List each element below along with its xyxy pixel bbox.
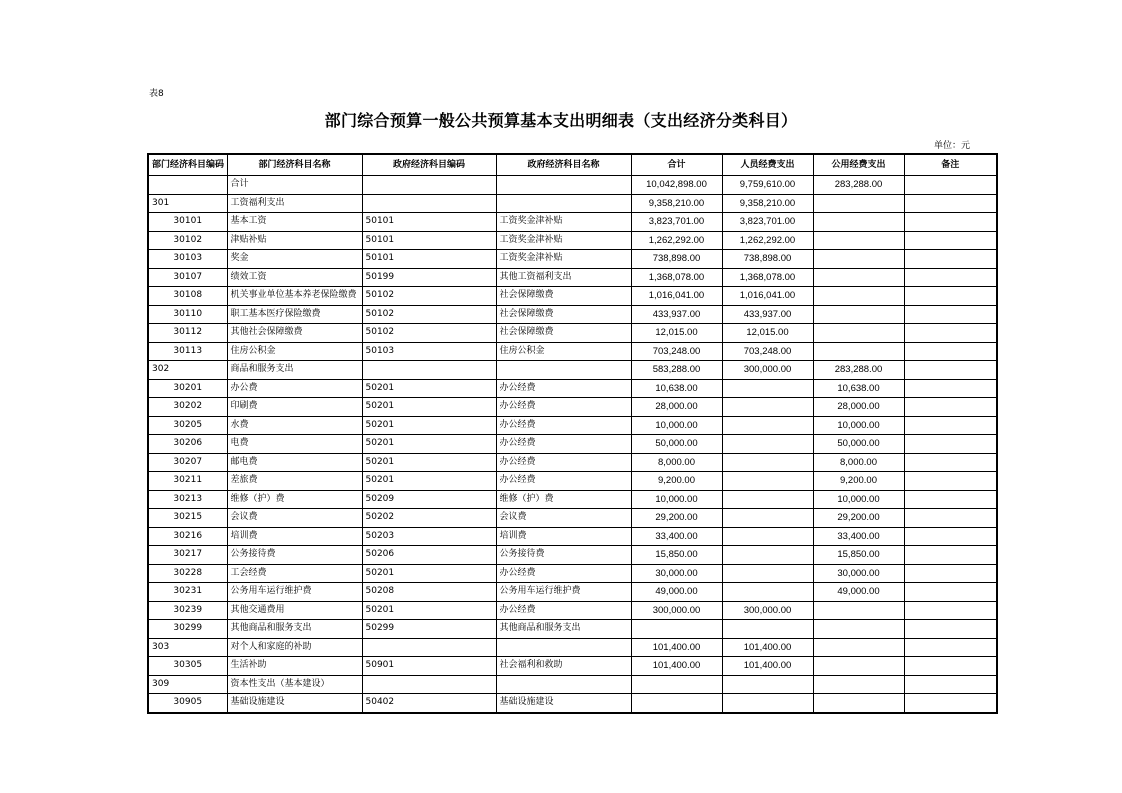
cell-gov-name: 社会保障缴费 xyxy=(496,324,631,343)
cell-note xyxy=(904,361,997,380)
cell-personnel: 9,759,610.00 xyxy=(722,176,813,195)
cell-dept-name: 水费 xyxy=(227,416,362,435)
cell-personnel: 12,015.00 xyxy=(722,324,813,343)
cell-note xyxy=(904,490,997,509)
header-dept-code: 部门经济科目编码 xyxy=(148,154,227,176)
cell-gov-name: 社会福利和救助 xyxy=(496,657,631,676)
cell-gov-code: 50201 xyxy=(362,453,496,472)
cell-dept-code: 30108 xyxy=(148,287,227,306)
cell-personnel xyxy=(722,583,813,602)
cell-public: 10,000.00 xyxy=(813,490,904,509)
cell-gov-code: 50103 xyxy=(362,342,496,361)
cell-dept-code xyxy=(148,176,227,195)
cell-note xyxy=(904,231,997,250)
cell-gov-name xyxy=(496,194,631,213)
cell-personnel xyxy=(722,675,813,694)
cell-dept-name: 基础设施建设 xyxy=(227,694,362,713)
header-row xyxy=(148,154,997,176)
table-row xyxy=(148,194,997,213)
cell-total: 9,358,210.00 xyxy=(631,194,722,213)
table-row xyxy=(148,490,997,509)
table-row xyxy=(148,231,997,250)
cell-gov-name: 社会保障缴费 xyxy=(496,287,631,306)
cell-gov-name xyxy=(496,176,631,195)
header-gov-code: 政府经济科目编码 xyxy=(362,154,496,176)
cell-gov-code: 50206 xyxy=(362,546,496,565)
cell-public xyxy=(813,342,904,361)
cell-dept-code: 301 xyxy=(148,194,227,213)
cell-dept-name: 公务用车运行维护费 xyxy=(227,583,362,602)
cell-dept-name: 公务接待费 xyxy=(227,546,362,565)
cell-gov-name xyxy=(496,638,631,657)
cell-total: 1,262,292.00 xyxy=(631,231,722,250)
cell-public xyxy=(813,694,904,713)
cell-total xyxy=(631,675,722,694)
table-row xyxy=(148,305,997,324)
cell-dept-code: 30102 xyxy=(148,231,227,250)
cell-gov-code: 50201 xyxy=(362,416,496,435)
cell-dept-name: 绩效工资 xyxy=(227,268,362,287)
cell-gov-code: 50102 xyxy=(362,324,496,343)
cell-personnel xyxy=(722,416,813,435)
cell-gov-code: 50208 xyxy=(362,583,496,602)
cell-note xyxy=(904,546,997,565)
cell-dept-code: 30205 xyxy=(148,416,227,435)
cell-public: 49,000.00 xyxy=(813,583,904,602)
cell-note xyxy=(904,620,997,639)
table-row xyxy=(148,620,997,639)
cell-personnel: 1,016,041.00 xyxy=(722,287,813,306)
cell-note xyxy=(904,287,997,306)
cell-dept-code: 30239 xyxy=(148,601,227,620)
cell-dept-name: 培训费 xyxy=(227,527,362,546)
cell-note xyxy=(904,638,997,657)
cell-gov-code: 50201 xyxy=(362,435,496,454)
cell-gov-code xyxy=(362,176,496,195)
cell-gov-name: 社会保障缴费 xyxy=(496,305,631,324)
cell-total: 12,015.00 xyxy=(631,324,722,343)
cell-dept-name: 商品和服务支出 xyxy=(227,361,362,380)
cell-gov-code xyxy=(362,675,496,694)
cell-gov-name: 其他商品和服务支出 xyxy=(496,620,631,639)
cell-dept-code: 30110 xyxy=(148,305,227,324)
cell-dept-code: 30905 xyxy=(148,694,227,713)
cell-gov-code: 50202 xyxy=(362,509,496,528)
cell-public xyxy=(813,305,904,324)
cell-dept-code: 30101 xyxy=(148,213,227,232)
cell-gov-code: 50102 xyxy=(362,305,496,324)
cell-dept-code: 30217 xyxy=(148,546,227,565)
cell-gov-name: 办公经费 xyxy=(496,379,631,398)
cell-note xyxy=(904,675,997,694)
cell-dept-code: 30207 xyxy=(148,453,227,472)
cell-total: 10,638.00 xyxy=(631,379,722,398)
table-row xyxy=(148,583,997,602)
cell-public xyxy=(813,213,904,232)
table-row xyxy=(148,416,997,435)
cell-gov-name xyxy=(496,675,631,694)
cell-dept-name: 对个人和家庭的补助 xyxy=(227,638,362,657)
table-row xyxy=(148,287,997,306)
cell-total: 3,823,701.00 xyxy=(631,213,722,232)
header-gov-name: 政府经济科目名称 xyxy=(496,154,631,176)
cell-dept-code: 30213 xyxy=(148,490,227,509)
cell-dept-name: 印刷费 xyxy=(227,398,362,417)
cell-dept-code: 309 xyxy=(148,675,227,694)
cell-gov-code xyxy=(362,194,496,213)
cell-public: 50,000.00 xyxy=(813,435,904,454)
cell-dept-name: 会议费 xyxy=(227,509,362,528)
cell-personnel: 433,937.00 xyxy=(722,305,813,324)
cell-gov-code: 50199 xyxy=(362,268,496,287)
cell-gov-code: 50101 xyxy=(362,213,496,232)
table-row xyxy=(148,250,997,269)
cell-gov-name: 工资奖金津补贴 xyxy=(496,231,631,250)
cell-dept-name: 差旅费 xyxy=(227,472,362,491)
cell-total: 28,000.00 xyxy=(631,398,722,417)
cell-total: 50,000.00 xyxy=(631,435,722,454)
cell-public: 283,288.00 xyxy=(813,361,904,380)
cell-dept-code: 30215 xyxy=(148,509,227,528)
cell-note xyxy=(904,453,997,472)
cell-dept-code: 30228 xyxy=(148,564,227,583)
cell-note xyxy=(904,305,997,324)
table-row xyxy=(148,324,997,343)
cell-gov-name: 公务用车运行维护费 xyxy=(496,583,631,602)
header-dept-name: 部门经济科目名称 xyxy=(227,154,362,176)
cell-total: 8,000.00 xyxy=(631,453,722,472)
cell-note xyxy=(904,601,997,620)
cell-note xyxy=(904,268,997,287)
cell-note xyxy=(904,564,997,583)
cell-public: 10,000.00 xyxy=(813,416,904,435)
cell-gov-code: 50101 xyxy=(362,250,496,269)
cell-dept-name: 其他交通费用 xyxy=(227,601,362,620)
cell-public xyxy=(813,194,904,213)
table-number-label: 表8 xyxy=(149,89,164,99)
cell-dept-name: 资本性支出（基本建设） xyxy=(227,675,362,694)
cell-gov-code: 50201 xyxy=(362,472,496,491)
table-row xyxy=(148,638,997,657)
cell-note xyxy=(904,435,997,454)
cell-total: 1,368,078.00 xyxy=(631,268,722,287)
cell-personnel xyxy=(722,472,813,491)
cell-dept-name: 电费 xyxy=(227,435,362,454)
cell-dept-name: 住房公积金 xyxy=(227,342,362,361)
cell-gov-name: 办公经费 xyxy=(496,472,631,491)
cell-dept-code: 30305 xyxy=(148,657,227,676)
cell-dept-name: 工会经费 xyxy=(227,564,362,583)
page-title: 部门综合预算一般公共预算基本支出明细表（支出经济分类科目） xyxy=(324,111,798,130)
table-row xyxy=(148,176,997,195)
cell-personnel xyxy=(722,694,813,713)
cell-note xyxy=(904,527,997,546)
cell-public: 29,200.00 xyxy=(813,509,904,528)
cell-note xyxy=(904,398,997,417)
cell-note xyxy=(904,509,997,528)
cell-note xyxy=(904,250,997,269)
table-row xyxy=(148,361,997,380)
cell-gov-name xyxy=(496,361,631,380)
cell-personnel xyxy=(722,564,813,583)
table-row xyxy=(148,601,997,620)
cell-personnel: 9,358,210.00 xyxy=(722,194,813,213)
cell-dept-code: 30112 xyxy=(148,324,227,343)
cell-public xyxy=(813,620,904,639)
table-row xyxy=(148,435,997,454)
cell-public xyxy=(813,601,904,620)
cell-dept-code: 30202 xyxy=(148,398,227,417)
cell-note xyxy=(904,416,997,435)
cell-dept-code: 302 xyxy=(148,361,227,380)
table-body xyxy=(148,176,997,713)
cell-dept-code: 30103 xyxy=(148,250,227,269)
cell-personnel xyxy=(722,398,813,417)
cell-dept-code: 303 xyxy=(148,638,227,657)
cell-gov-code: 50201 xyxy=(362,564,496,583)
cell-public: 15,850.00 xyxy=(813,546,904,565)
cell-gov-code: 50203 xyxy=(362,527,496,546)
cell-total: 10,000.00 xyxy=(631,416,722,435)
cell-note xyxy=(904,324,997,343)
table-row xyxy=(148,546,997,565)
cell-total xyxy=(631,694,722,713)
table-row xyxy=(148,213,997,232)
cell-dept-name: 奖金 xyxy=(227,250,362,269)
cell-gov-code: 50201 xyxy=(362,601,496,620)
cell-gov-name: 办公经费 xyxy=(496,435,631,454)
cell-gov-code xyxy=(362,638,496,657)
cell-public: 283,288.00 xyxy=(813,176,904,195)
cell-gov-code: 50201 xyxy=(362,379,496,398)
cell-personnel: 3,823,701.00 xyxy=(722,213,813,232)
cell-public xyxy=(813,657,904,676)
cell-total: 101,400.00 xyxy=(631,638,722,657)
cell-public: 33,400.00 xyxy=(813,527,904,546)
cell-dept-name: 机关事业单位基本养老保险缴费 xyxy=(227,287,362,306)
cell-personnel xyxy=(722,453,813,472)
cell-note xyxy=(904,342,997,361)
cell-personnel xyxy=(722,435,813,454)
cell-public: 30,000.00 xyxy=(813,564,904,583)
cell-total: 29,200.00 xyxy=(631,509,722,528)
unit-label: 单位：元 xyxy=(933,141,970,151)
cell-gov-name: 办公经费 xyxy=(496,564,631,583)
cell-gov-name: 会议费 xyxy=(496,509,631,528)
cell-gov-code: 50201 xyxy=(362,398,496,417)
cell-dept-name: 邮电费 xyxy=(227,453,362,472)
cell-personnel: 1,368,078.00 xyxy=(722,268,813,287)
cell-note xyxy=(904,694,997,713)
cell-gov-name: 培训费 xyxy=(496,527,631,546)
cell-gov-name: 基础设施建设 xyxy=(496,694,631,713)
cell-total: 30,000.00 xyxy=(631,564,722,583)
cell-total xyxy=(631,620,722,639)
cell-dept-code: 30231 xyxy=(148,583,227,602)
header-personnel: 人员经费支出 xyxy=(722,154,813,176)
table-row xyxy=(148,379,997,398)
cell-personnel: 738,898.00 xyxy=(722,250,813,269)
table-row xyxy=(148,398,997,417)
cell-dept-code: 30211 xyxy=(148,472,227,491)
table-row xyxy=(148,657,997,676)
cell-personnel: 101,400.00 xyxy=(722,638,813,657)
cell-public xyxy=(813,324,904,343)
cell-total: 101,400.00 xyxy=(631,657,722,676)
cell-dept-name: 津贴补贴 xyxy=(227,231,362,250)
cell-public xyxy=(813,268,904,287)
cell-public xyxy=(813,231,904,250)
cell-personnel xyxy=(722,620,813,639)
cell-total: 10,042,898.00 xyxy=(631,176,722,195)
table-row xyxy=(148,564,997,583)
cell-gov-code: 50901 xyxy=(362,657,496,676)
cell-dept-name: 职工基本医疗保险缴费 xyxy=(227,305,362,324)
cell-dept-name: 其他社会保障缴费 xyxy=(227,324,362,343)
cell-gov-code: 50299 xyxy=(362,620,496,639)
cell-personnel: 703,248.00 xyxy=(722,342,813,361)
cell-total: 703,248.00 xyxy=(631,342,722,361)
cell-dept-code: 30206 xyxy=(148,435,227,454)
table-row xyxy=(148,509,997,528)
header-note: 备注 xyxy=(904,154,997,176)
table-row xyxy=(148,342,997,361)
cell-public: 28,000.00 xyxy=(813,398,904,417)
cell-dept-name: 维修（护）费 xyxy=(227,490,362,509)
cell-personnel xyxy=(722,379,813,398)
cell-total: 1,016,041.00 xyxy=(631,287,722,306)
cell-dept-code: 30113 xyxy=(148,342,227,361)
cell-public xyxy=(813,250,904,269)
cell-gov-code: 50402 xyxy=(362,694,496,713)
cell-gov-code xyxy=(362,361,496,380)
table-row xyxy=(148,472,997,491)
cell-gov-code: 50102 xyxy=(362,287,496,306)
cell-dept-code: 30107 xyxy=(148,268,227,287)
cell-public xyxy=(813,675,904,694)
cell-gov-name: 公务接待费 xyxy=(496,546,631,565)
cell-dept-name: 基本工资 xyxy=(227,213,362,232)
cell-public xyxy=(813,638,904,657)
cell-gov-name: 办公经费 xyxy=(496,601,631,620)
cell-dept-name: 合计 xyxy=(227,176,362,195)
cell-personnel xyxy=(722,527,813,546)
cell-gov-name: 住房公积金 xyxy=(496,342,631,361)
cell-public: 10,638.00 xyxy=(813,379,904,398)
table-row xyxy=(148,268,997,287)
cell-personnel: 300,000.00 xyxy=(722,601,813,620)
cell-gov-name: 办公经费 xyxy=(496,416,631,435)
cell-gov-name: 工资奖金津补贴 xyxy=(496,213,631,232)
cell-gov-code: 50209 xyxy=(362,490,496,509)
table-row xyxy=(148,453,997,472)
cell-gov-name: 办公经费 xyxy=(496,398,631,417)
cell-total: 15,850.00 xyxy=(631,546,722,565)
table-row xyxy=(148,527,997,546)
cell-personnel xyxy=(722,490,813,509)
cell-total: 33,400.00 xyxy=(631,527,722,546)
cell-dept-code: 30299 xyxy=(148,620,227,639)
cell-personnel: 101,400.00 xyxy=(722,657,813,676)
cell-gov-name: 办公经费 xyxy=(496,453,631,472)
cell-total: 300,000.00 xyxy=(631,601,722,620)
cell-total: 9,200.00 xyxy=(631,472,722,491)
cell-note xyxy=(904,213,997,232)
cell-total: 49,000.00 xyxy=(631,583,722,602)
cell-dept-name: 生活补助 xyxy=(227,657,362,676)
cell-note xyxy=(904,583,997,602)
table-row xyxy=(148,694,997,713)
cell-public: 9,200.00 xyxy=(813,472,904,491)
cell-dept-code: 30216 xyxy=(148,527,227,546)
cell-note xyxy=(904,657,997,676)
header-public: 公用经费支出 xyxy=(813,154,904,176)
cell-dept-name: 工资福利支出 xyxy=(227,194,362,213)
cell-public xyxy=(813,287,904,306)
table-row xyxy=(148,675,997,694)
cell-personnel: 1,262,292.00 xyxy=(722,231,813,250)
cell-note xyxy=(904,176,997,195)
cell-dept-name: 其他商品和服务支出 xyxy=(227,620,362,639)
cell-note xyxy=(904,194,997,213)
cell-gov-name: 工资奖金津补贴 xyxy=(496,250,631,269)
cell-total: 583,288.00 xyxy=(631,361,722,380)
cell-note xyxy=(904,472,997,491)
cell-gov-name: 其他工资福利支出 xyxy=(496,268,631,287)
cell-dept-name: 办公费 xyxy=(227,379,362,398)
cell-gov-name: 维修（护）费 xyxy=(496,490,631,509)
cell-note xyxy=(904,379,997,398)
cell-total: 433,937.00 xyxy=(631,305,722,324)
cell-total: 10,000.00 xyxy=(631,490,722,509)
header-total: 合计 xyxy=(631,154,722,176)
cell-personnel xyxy=(722,546,813,565)
cell-gov-code: 50101 xyxy=(362,231,496,250)
cell-personnel xyxy=(722,509,813,528)
cell-dept-code: 30201 xyxy=(148,379,227,398)
cell-total: 738,898.00 xyxy=(631,250,722,269)
budget-table xyxy=(147,153,998,714)
cell-personnel: 300,000.00 xyxy=(722,361,813,380)
cell-public: 8,000.00 xyxy=(813,453,904,472)
